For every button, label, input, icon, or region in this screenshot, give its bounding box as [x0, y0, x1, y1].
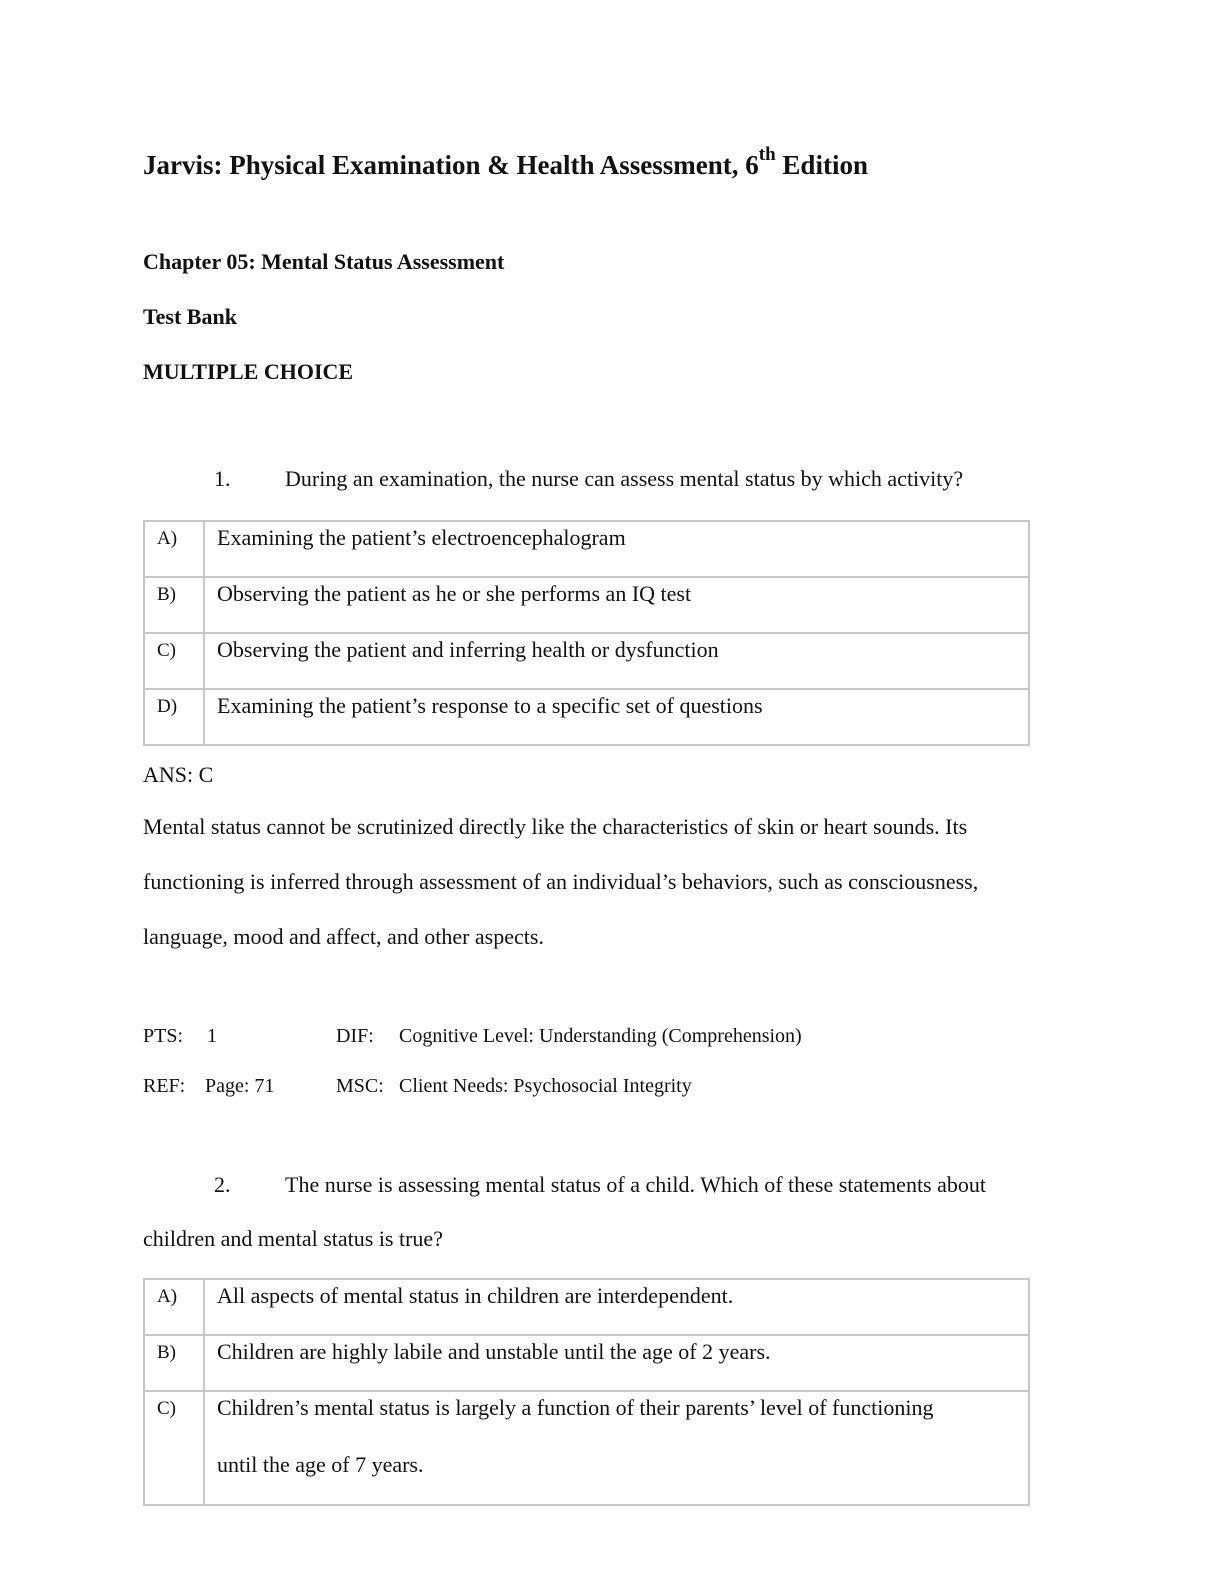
question-2-choices: [143, 1278, 1030, 1506]
choice-row: [144, 1335, 1029, 1391]
dif-value: Cognitive Level: Understanding (Comprehension): [399, 1025, 802, 1047]
choice-letter: A): [144, 521, 204, 577]
choice-row: [144, 521, 1029, 577]
choice-text: Observing the patient as he or she performs an IQ test: [204, 577, 1029, 633]
question-2-text-line2: children and mental status is true?: [143, 1226, 443, 1251]
document-title: Jarvis: Physical Examination & Health Assessment, 6th Edition: [143, 144, 868, 180]
rationale-line: language, mood and affect, and other aspects.: [143, 924, 544, 949]
choice-text: All aspects of mental status in children are interdependent.: [204, 1279, 1029, 1335]
choice-text: Observing the patient and inferring health or dysfunction: [204, 633, 1029, 689]
pts-label: PTS:: [143, 1025, 184, 1047]
section-heading: MULTIPLE CHOICE: [143, 359, 354, 384]
chapter-heading: Chapter 05: Mental Status Assessment: [143, 249, 505, 274]
choice-text: Children are highly labile and unstable until the age of 2 years.: [204, 1335, 1029, 1391]
choice-letter: B): [144, 577, 204, 633]
choice-letter: C): [144, 1391, 204, 1505]
choice-row: [144, 689, 1029, 745]
choice-letter: A): [144, 1279, 204, 1335]
choice-text: Examining the patient’s response to a specific set of questions: [204, 689, 1029, 745]
test-bank-heading: Test Bank: [143, 304, 237, 329]
pts-value: 1: [207, 1025, 217, 1047]
question-1-text: During an examination, the nurse can assess mental status by which activity?: [285, 466, 964, 491]
dif-label: DIF:: [336, 1025, 374, 1047]
choice-letter: B): [144, 1335, 204, 1391]
rationale-line: Mental status cannot be scrutinized directly like the characteristics of skin or heart sounds. Its: [143, 814, 968, 839]
ref-label: REF:: [143, 1075, 186, 1097]
question-2-text-line1: The nurse is assessing mental status of a child. Which of these statements about: [285, 1172, 986, 1197]
question-1-number: 1.: [214, 466, 231, 491]
choice-row: [144, 1279, 1029, 1335]
choice-row: [144, 633, 1029, 689]
choice-letter: C): [144, 633, 204, 689]
question-2-number: 2.: [214, 1172, 231, 1197]
rationale-line: functioning is inferred through assessment of an individual’s behaviors, such as consciousness,: [143, 869, 979, 894]
title-superscript: th: [758, 144, 776, 165]
choice-text: Examining the patient’s electroencephalogram: [204, 521, 1029, 577]
question-1-answer: ANS: C: [143, 762, 214, 787]
question-1-choices: [143, 520, 1030, 746]
msc-value: Client Needs: Psychosocial Integrity: [399, 1075, 692, 1097]
msc-label: MSC:: [336, 1075, 384, 1097]
choice-row: [144, 577, 1029, 633]
choice-row: [144, 1391, 1029, 1505]
choice-letter: D): [144, 689, 204, 745]
choice-text: Children’s mental status is largely a function of their parents’ level of functioning until the age of 7 years.: [204, 1391, 1029, 1505]
ref-value: Page: 71: [205, 1075, 275, 1097]
